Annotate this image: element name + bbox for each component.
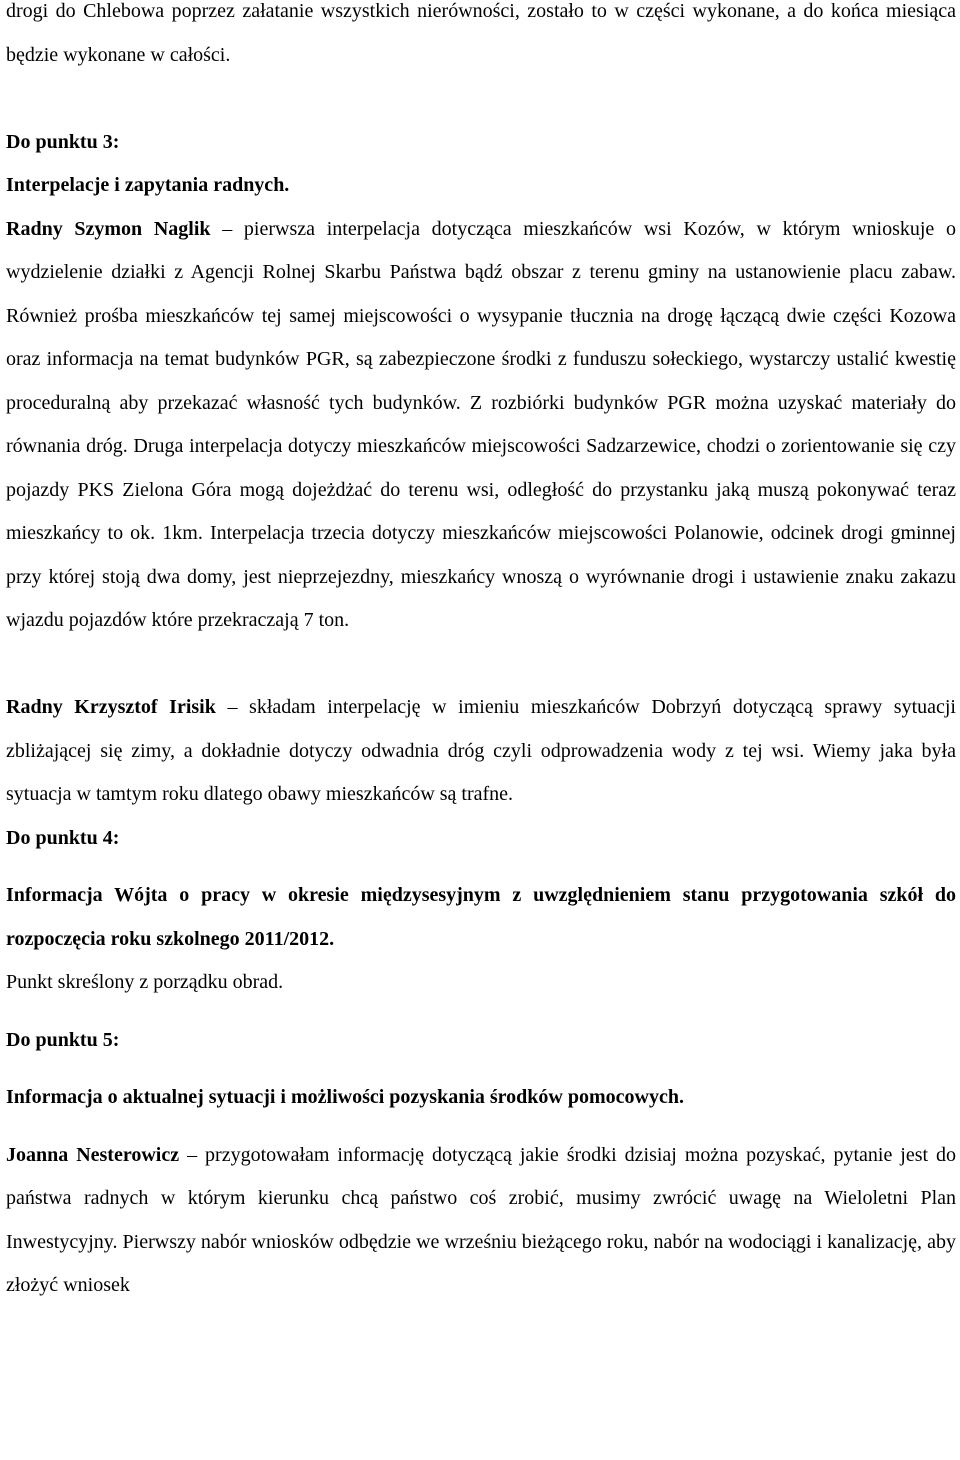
statement-irisik: – składam interpelację w imieniu mieszkańców Dobrzyń dotyczącą sprawy sytuacji zbliżającej się zimy, a dokładnie dotyczy odwadnia dróg czyli odprowadzenia wody z tej wsi. Wiemy jaka była sytuacja w tamtym roku dlatego obawy mieszkańców są trafne.: [6, 696, 956, 805]
paragraph-naglik: [6, 208, 956, 643]
paragraph-nesterowicz: [6, 1134, 956, 1308]
heading-point-3: Do punktu 3:: [6, 130, 120, 153]
heading-point-4: Do punktu 4:: [6, 826, 120, 849]
heading-point-4-title: Informacja Wójta o pracy w okresie międzysesyjnym z uwzględnieniem stanu przygotowania szkół do rozpoczęcia roku szkolnego 2011/2012.: [6, 884, 956, 950]
heading-point-5: Do punktu 5:: [6, 1028, 120, 1051]
spacer: [6, 1062, 956, 1076]
note-point-4: Punkt skreślony z porządku obrad.: [6, 971, 284, 993]
spacer: [6, 1120, 956, 1134]
spacer: [6, 643, 956, 687]
paragraph-road-repair: drogi do Chlebowa poprzez załatanie wszystkich nierówności, zostało to w części wykonane, a do końca miesiąca będzie wykonane w całości.: [6, 0, 956, 66]
heading-point-5-title: Informacja o aktualnej sytuacji i możliwości pozyskania środków pomocowych.: [6, 1086, 684, 1108]
spacer: [6, 77, 956, 121]
speaker-naglik: Radny Szymon Naglik: [6, 217, 211, 240]
spacer: [6, 1005, 956, 1019]
statement-nesterowicz: – przygotowałam informację dotyczącą jakie środki dzisiaj można pozyskać, pytanie jest do państwa radnych w którym kierunku chcą państwo coś zrobić, musimy zwrócić uwagę na Wieloletni Plan Inwestycyjny. Pierwszy nabór wniosków odbędzie we wrześniu bieżącego roku, nabór na wodociągi i kanalizację, aby złożyć wniosek: [6, 1143, 957, 1296]
heading-point-3-title: Interpelacje i zapytania radnych.: [6, 174, 290, 196]
speaker-irisik: Radny Krzysztof Irisik: [6, 696, 216, 718]
speaker-nesterowicz: Joanna Nesterowicz: [6, 1143, 180, 1166]
spacer: [6, 860, 956, 874]
paragraph-irisik: [6, 686, 956, 817]
statement-naglik: – pierwsza interpelacja dotycząca mieszkańców wsi Kozów, w którym wnioskuje o wydzielenie działki z Agencji Rolnej Skarbu Państwa bądź obszar z terenu gminy na ustanowienie placu zabaw. Również prośba mieszkańców tej samej miejscowości o wysypanie tłucznia na drogę łączącą dwie części Kozowa oraz informacja na temat budynków PGR, są zabezpieczone środki z funduszu sołeckiego, wystarczy ustalić kwestię proceduralną aby przekazać własność tych budynków. Z rozbiórki budynków PGR można uzyskać materiały do równania dróg. Druga interpelacja dotyczy mieszkańców miejscowości Sadzarzewice, chodzi o zorientowanie się czy pojazdy PKS Zielona Góra mogą dojeżdżać do terenu wsi, odległość do przystanku jaką muszą pokonywać teraz mieszkańcy to ok. 1km. Interpelacja trzecia dotyczy mieszkańców miejscowości Polanowie, odcinek drogi gminnej przy której stoją dwa domy, jest nieprzejezdny, mieszkańcy wnoszą o wyrównanie drogi i ustawienie znaku zakazu wjazdu pojazdów które przekraczają 7 ton.: [6, 217, 956, 631]
